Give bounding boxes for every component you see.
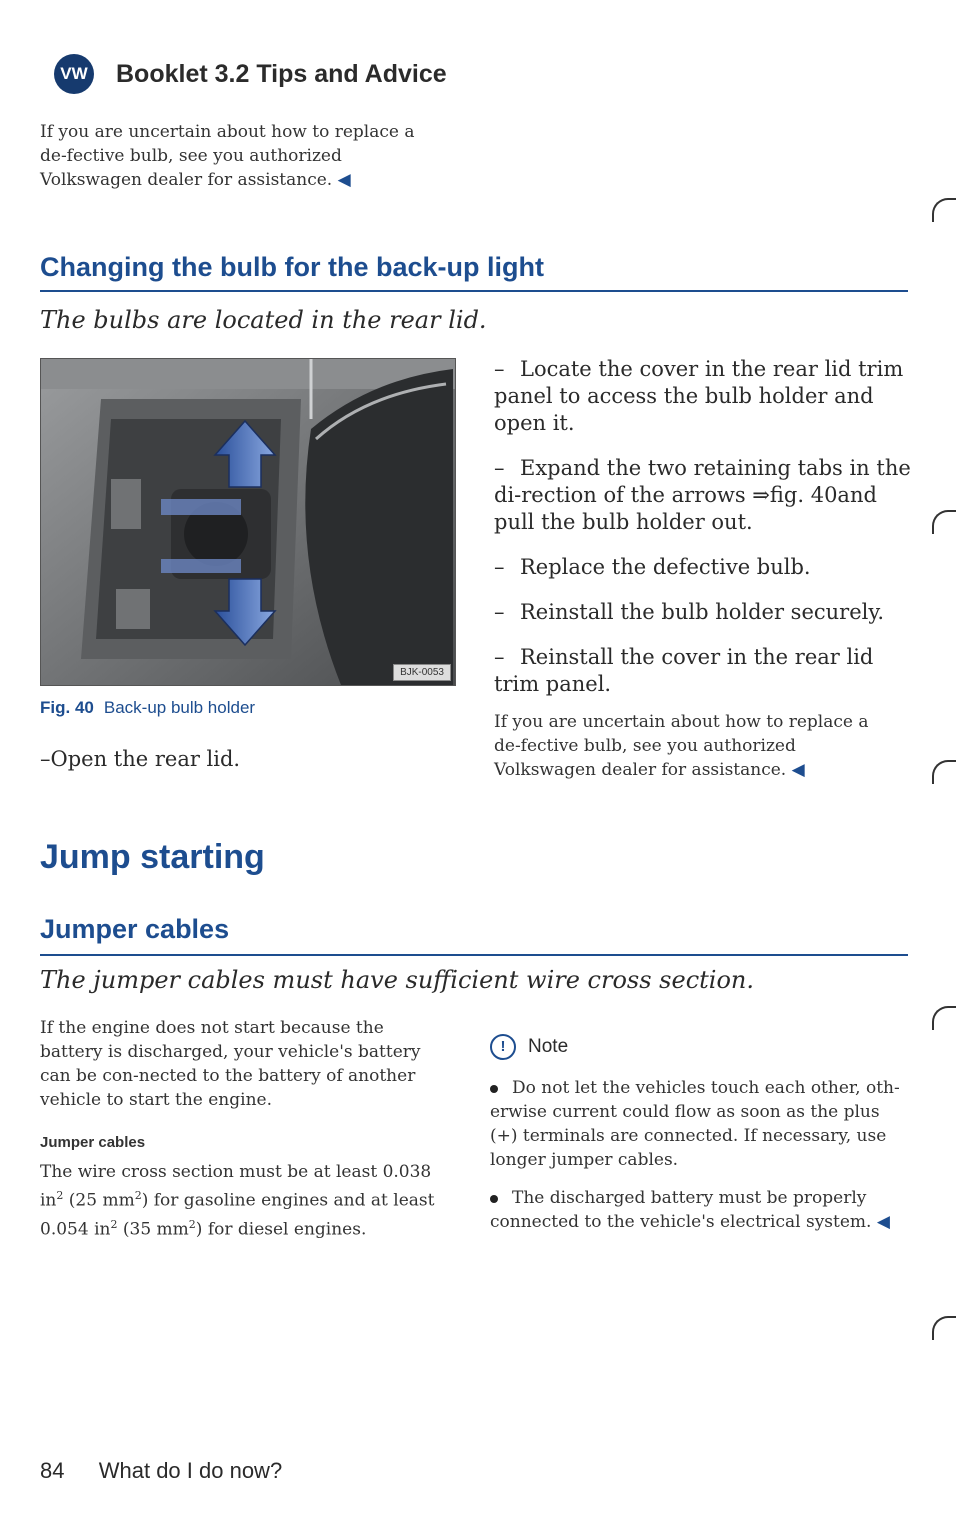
step-expand-tabs: – Expand the two retaining tabs in the di-rection of the arrows ⇒fig. 40and pull the bulb holder out. (494, 456, 911, 534)
step-locate-cover: – Locate the cover in the rear lid trim panel to access the bulb holder and open it. (494, 357, 904, 435)
bulb-holder-illustration (41, 359, 455, 685)
intro-paragraph: If you are uncertain about how to replace a de-fective bulb, see you authorized Volkswagen dealer for assistance. ◀ (40, 122, 415, 190)
figure-caption: Fig. 40 Back-up bulb holder (40, 698, 256, 717)
step-reinstall-holder: – Reinstall the bulb holder securely. (494, 600, 885, 624)
margin-tab (932, 1316, 956, 1340)
end-mark-icon: ◀ (876, 1212, 890, 1232)
section-rule (40, 290, 908, 292)
footer-section-title: What do I do now? (98, 1458, 283, 1483)
exclamation-icon: ! (490, 1034, 516, 1060)
page-number: 84 (40, 1458, 65, 1483)
jumper-cables-heading: Jumper cables (40, 914, 230, 944)
section-rule (40, 954, 908, 956)
margin-tab (932, 1006, 956, 1030)
booklet-title: Booklet 3.2 Tips and Advice (116, 60, 447, 88)
note-bullet-item: Do not let the vehicles touch each other, oth-erwise current could flow as soon as the plus (+) terminals are connected. If necessary, use longer jumper cables. (490, 1078, 900, 1170)
jumper-intro: The jumper cables must have sufficient wire cross section. (40, 966, 754, 994)
end-mark-icon: ◀ (337, 170, 351, 190)
end-mark-icon: ◀ (791, 760, 805, 780)
vw-logo-icon: VW (54, 54, 94, 94)
bullet-icon (490, 1085, 498, 1093)
margin-tab (932, 760, 956, 784)
step-open-rear-lid: –Open the rear lid. (40, 747, 241, 771)
jumper-cables-label: Jumper cables (40, 1134, 146, 1151)
footer (40, 1458, 282, 1484)
note-bullets (490, 1076, 910, 1234)
note-header: ! Note (490, 1034, 568, 1060)
backup-intro: The bulbs are located in the rear lid. (40, 306, 487, 334)
jump-para-1: If the engine does not start because the battery is discharged, your vehicle's battery can be con-nected to the battery of another vehicle to start the engine. (40, 1018, 421, 1110)
note-bullet-item: The discharged battery must be properly connected to the vehicle's electrical system. ◀ (490, 1188, 890, 1232)
jump-starting-heading: Jump starting (40, 838, 265, 876)
step-replace-bulb: – Replace the defective bulb. (494, 555, 811, 579)
figure-code: BJK-0053 (393, 664, 451, 681)
bullet-icon (490, 1195, 498, 1203)
margin-tab (932, 198, 956, 222)
jump-para-2: The wire cross section must be at least 0.038 $in^2$ (25 $mm^2$) for gasoline engines and at least 0.054 $in^2$ (35 $mm^2$) for diesel engines. (40, 1162, 435, 1240)
step-reinstall-cover: – Reinstall the cover in the rear lid trim panel. (494, 645, 874, 696)
backup-closing-paragraph: If you are uncertain about how to replace a de-fective bulb, see you authorized Volkswagen dealer for assistance. ◀ (494, 712, 869, 780)
backup-light-heading: Changing the bulb for the back-up light (40, 252, 544, 282)
backup-bulb-figure (40, 358, 456, 686)
margin-tab (932, 510, 956, 534)
backup-steps (494, 356, 914, 698)
